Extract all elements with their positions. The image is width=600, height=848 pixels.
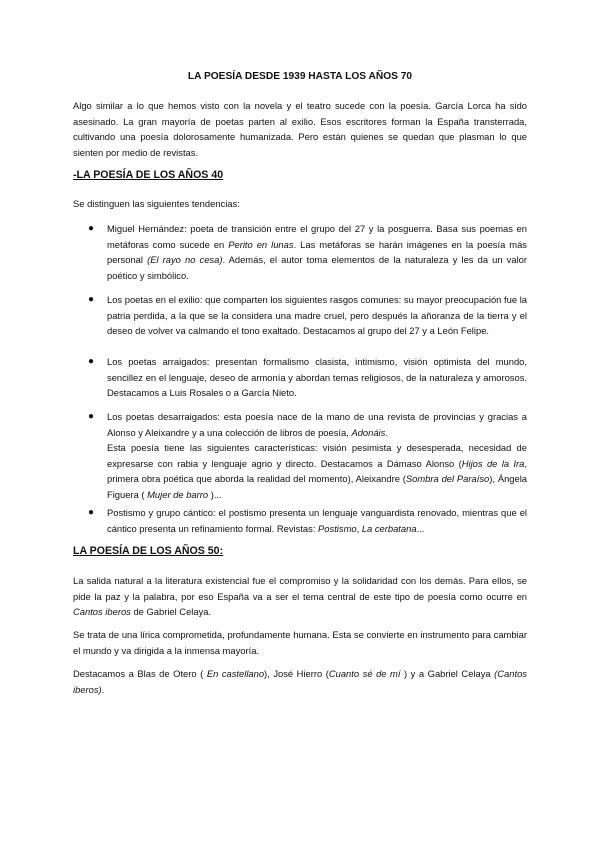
fifties-paragraph-1 [73,573,527,620]
item-text: ... [416,522,425,534]
bullet-marker: ● [88,294,95,305]
paragraph-text: ) y a Gabriel Celaya [400,668,495,679]
item-text: Miguel Hernández: poeta de transición entre el grupo del 27 y la posguerra. Basa sus poemas en metáforas como sucede en [107,223,527,250]
bullet-marker: ● [88,507,95,518]
item-text: Los poetas desarraigados: esta poesía nace de la mano de una revista de provincias y gracias a Alonso y Aleixandre y a una colección de libros de poesía, [107,411,527,438]
book-title: Sombra del Paraíso [405,473,490,484]
section-heading-40s: -LA POESÍA DE LOS AÑOS 40 [73,169,224,181]
paragraph-text: Destacamos a Blas de Otero ( [73,668,207,679]
item-text: , primera obra poética que aborda la realidad del momento), Aleixandre ( [107,457,527,484]
fifties-paragraph-3 [73,666,527,697]
bullet-marker: ● [88,411,95,422]
item-text: ), Ángela Figuera ( [107,473,528,500]
item-text: )... [208,488,222,500]
book-title: Hijos de la Ira [461,457,525,469]
bullet-marker: ● [88,223,95,234]
book-title: Perito en lunas [228,238,294,250]
item-text: Los poetas arraigados: presentan formalismo clasista, intimismo, visión optimista del mundo, sencillez en el lenguaje, deseo de armonía y abordan temas religiosos, de la naturaleza y amorosos. Destacamos a Luis Rosales o a García Nieto. [107,356,527,398]
item-text: . Además, el autor toma elementos de la naturaleza y les da un valor poético y simbólico. [107,254,527,281]
bullet-marker: ● [88,356,95,367]
list-item-arraigados [107,354,527,401]
book-title: Cantos iberos [73,606,131,617]
item-text: Los poetas en el exilio: que comparten los siguientes rasgos comunes: su mayor preocupación fue la patria perdida, a la que se la considera una madre cruel, pero después la añoranza de la tierra y el deseo de volver va calmando el tono exaltado. Destacamos al grupo del 27 y a León Felipe. [107,294,527,336]
tendencies-lead: Se distinguen las siguientes tendencias: [73,198,240,209]
book-title: Cuanto sé de mí [328,668,401,679]
magazine-title: Postismo [318,522,357,534]
item-text: , [356,522,362,534]
section-heading-50s: LA POESÍA DE LOS AÑOS 50: [73,545,224,557]
fifties-paragraph-2: Se trata de una lírica comprometida, profundamente humana. Esta se convierte en instrumento para cambiar el mundo y va dirigida a la inmensa mayoría. [73,629,527,656]
document-title: LA POESÍA DESDE 1939 HASTA LOS AÑOS 70 [187,71,413,82]
book-title: (El rayo no cesa) [147,254,223,265]
list-item-desarraigados [107,409,527,502]
item-text: . [385,426,388,438]
book-title: En castellano [206,668,265,679]
book-title: Mujer de barro [147,488,209,500]
item-text: . Las metáforas se harán imágenes en la poesía más personal [107,238,527,265]
list-item-postismo [107,505,527,536]
list-item-miguel-hernandez [107,221,527,283]
paragraph-text: La salida natural a la literatura existencial fue el compromiso y la solidaridad con los demás. Para ellos, se pide la paz y la palabra, por eso España va a ser el tema central de este tipo de poesía como ocurre en [73,575,527,602]
item-text: Esta poesía tiene las siguientes características: visión pesimista y desesperada, necesidad de expresarse con rabia y lenguaje agrio y directo. Destacamos a Dámaso Alonso ( [107,442,527,469]
paragraph-text: de Gabriel Celaya. [130,606,212,617]
paragraph-text: ), José Hierro ( [264,668,329,679]
paragraph-text: . [101,683,105,695]
item-text: Postismo y grupo cántico: el postismo presenta un lenguaje vanguardista renovado, mientras que el cántico presenta un refinamiento formal. Revistas: [107,507,527,534]
book-title: Adonáis [351,426,386,438]
list-item-exilio [107,292,527,339]
book-title: (Cantos iberos) [73,668,527,695]
intro-paragraph: Algo similar a lo que hemos visto con la novela y el teatro sucede con la poesía. García Lorca ha sido asesinado. La gran mayoría de poetas parten al exilio. Esos escritores forman la España transterrada, cultivando una poesía dolorosamente humanizada. Pero están quienes se quedan que plasman lo que sienten por medio de revistas. [73,100,527,158]
magazine-title: La cerbatana [361,522,417,534]
